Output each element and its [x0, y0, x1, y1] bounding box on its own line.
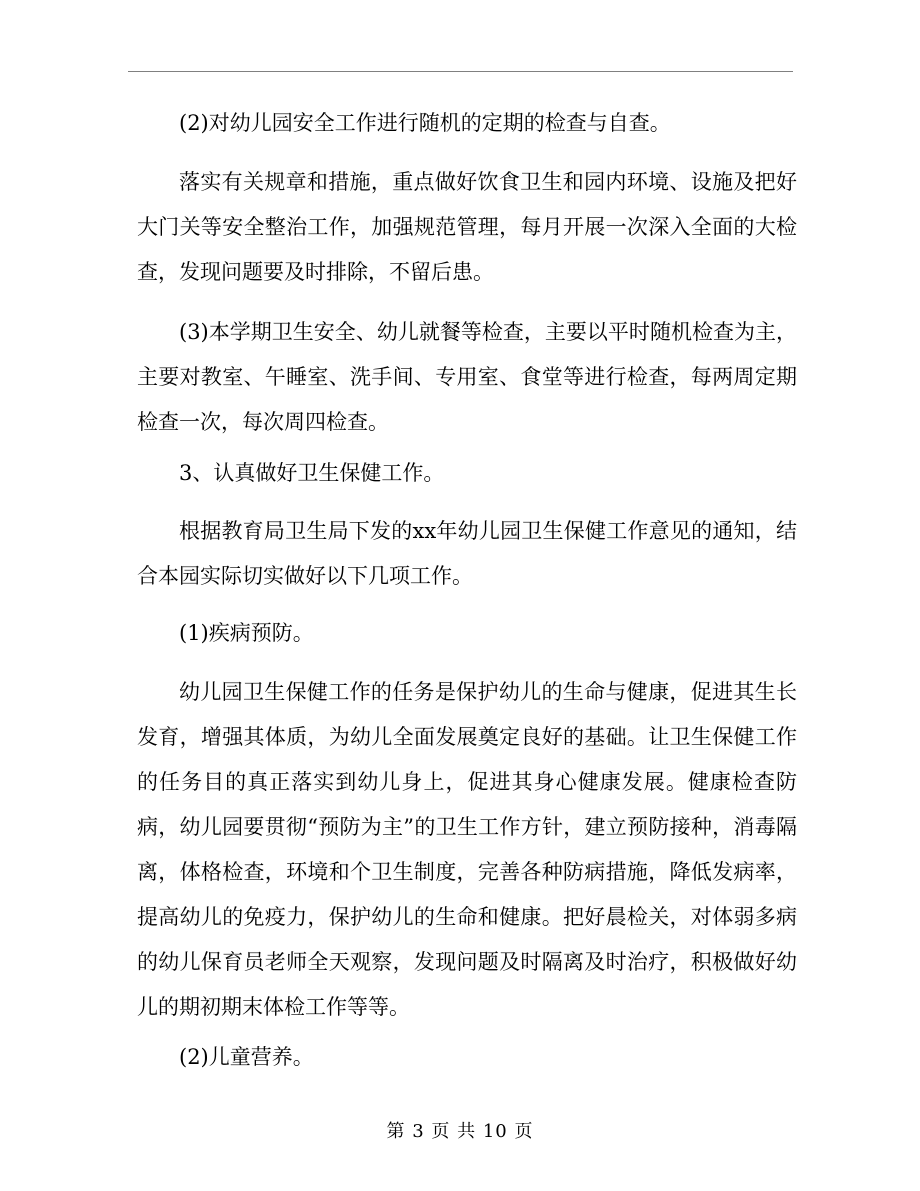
header-rule	[128, 71, 793, 72]
page-footer: 第 3 页 共 10 页	[386, 1121, 534, 1142]
paragraph-safety-check: (2)对幼儿园安全工作进行随机的定期的检查与自查。	[179, 111, 671, 135]
paragraph-child-nutrition-heading: (2)儿童营养。	[179, 1045, 314, 1069]
paragraph-rules-measures: 落实有关规章和措施，重点做好饮食卫生和园内环境、设施及把好大门关等安全整治工作，加强规范管理，每月开展一次深入全面的大检查，发现问题要及时排除，不留后患。	[137, 170, 797, 284]
paragraph-disease-prevention-heading: (1)疾病预防。	[179, 621, 314, 645]
paragraph-section-3-heading: 3、认真做好卫生保健工作。	[179, 461, 445, 485]
paragraph-semester-inspection: (3)本学期卫生安全、幼儿就餐等检查，主要以平时随机检查为主，主要对教室、午睡室、洗手间、专用室、食堂等进行检查，每两周定期检查一次，每次周四检查。	[137, 320, 797, 434]
paragraph-health-care-task: 幼儿园卫生保健工作的任务是保护幼儿的生命与健康，促进其生长发育，增强其体质，为幼儿全面发展奠定良好的基础。让卫生保健工作的任务目的真正落实到幼儿身上，促进其身心健康发展。健康检查防病，幼儿园要贯彻“预防为主”的卫生工作方针，建立预防接种，消毒隔离，体格检查，环境和个卫生制度，完善各种防病措施，降低发病率，提高幼儿的免疫力，保护幼儿的生命和健康。把好晨检关，对体弱多病的幼儿保育员老师全天观察，发现问题及时隔离及时治疗，积极做好幼儿的期初期末体检工作等等。	[137, 680, 797, 1019]
paragraph-health-notice: 根据教育局卫生局下发的xx年幼儿园卫生保健工作意见的通知，结合本园实际切实做好以下几项工作。	[137, 519, 797, 588]
